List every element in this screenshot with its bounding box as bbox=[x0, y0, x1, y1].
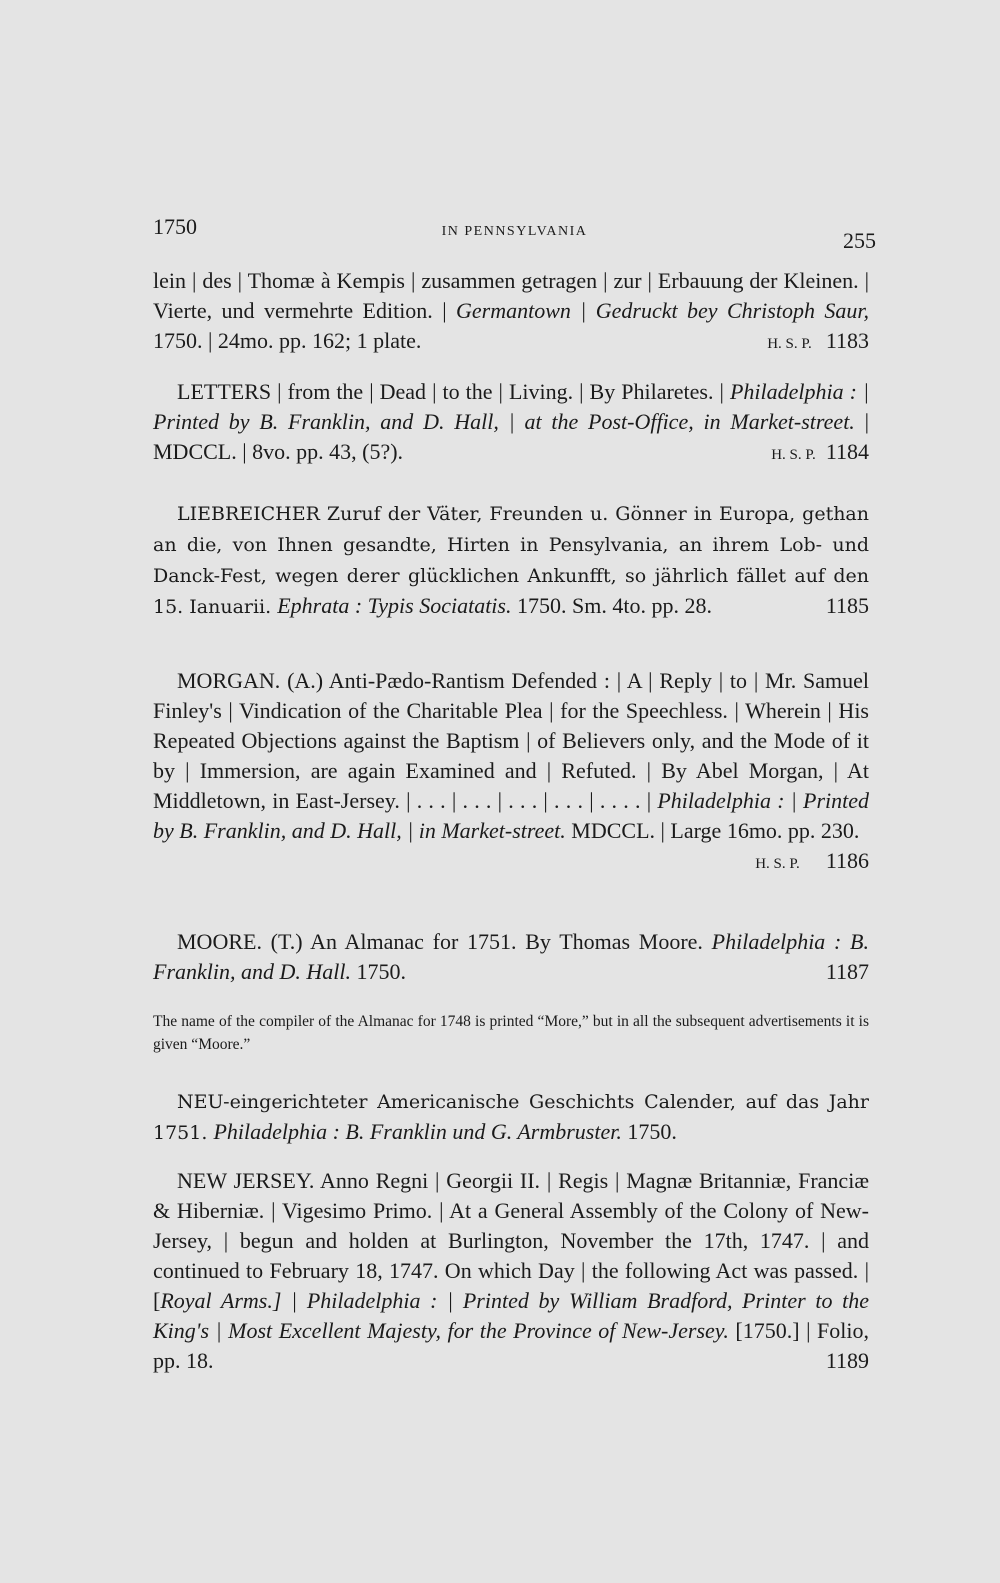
page-number: 255 bbox=[843, 228, 876, 253]
entry-imprint: Philadelphia : | Printed by B. Franklin, and D. Hall, | in Market-street. bbox=[153, 788, 870, 843]
entry-imprint: Royal Arms.] | Philadelphia : | Printed by William Bradford, Printer to the King's | Most Excellent Majesty, for the Province of New-Jersey. bbox=[153, 1288, 869, 1343]
entry-format: 1750. Sm. 4to. pp. 28. bbox=[511, 593, 712, 618]
entry-calender bbox=[153, 1086, 869, 1148]
library-code: H. S. P. bbox=[767, 336, 812, 352]
entry-imprint: Philadelphia : B. Franklin und G. Armbruster. bbox=[213, 1119, 622, 1144]
header-title: IN PENNSYLVANIA bbox=[441, 224, 588, 239]
entry-text: MOORE. (T.) An Almanac for 1751. By Thomas Moore. bbox=[177, 929, 712, 954]
entry-imprint: Philadelphia : | Printed by B. Franklin, and D. Hall, | at the Post-Office, in Market-street. bbox=[153, 379, 869, 434]
entry-format: 1750. bbox=[351, 959, 406, 984]
entry-text: lein | des | Thomæ à Kempis | zusammen getragen | zur | Erbauung der Kleinen. | Vierte, und vermehrte Edition. | bbox=[153, 268, 869, 323]
entry-1189 bbox=[153, 1166, 869, 1376]
entry-format: [1750.] | Folio, pp. 18. bbox=[153, 1318, 869, 1373]
entry-number: 1187 bbox=[825, 959, 869, 984]
entry-text: NEW JERSEY. Anno Regni | Georgii II. | Regis | Magnæ Britanniæ, Franciæ & Hiberniæ. | Vigesimo Primo. | At a General Assembly of the Colony of New-Jersey, | begun and holden at Burlington, November the 17th, 1747. | and continued to February 18, 1747. On which Day | the following Act was passed. | [ bbox=[153, 1168, 869, 1313]
entry-number: 1189 bbox=[825, 1348, 869, 1373]
entry-text: LIEBREICHER Zuruf der Väter, Freunden u. Gönner in Europa, gethan an die, von Ihnen gesandte, Hirten in Pensylvania, an ihrem Lob- und Danck-Fest, wegen derer glücklichen Ankunfft, so jährlich fället auf den 15. Ianuarii. bbox=[153, 503, 869, 618]
entry-1183 bbox=[153, 266, 869, 359]
entry-text: NEU-eingerichteter Americanische Geschichts Calender, auf das Jahr 1751. bbox=[153, 1091, 869, 1144]
footnote: The name of the compiler of the Almanac for 1748 is printed “More,” but in all the subsequent advertisements it is given “Moore.” bbox=[153, 1013, 869, 1053]
entry-text: LETTERS | from the | Dead | to the | Living. | By Philaretes. | bbox=[177, 379, 730, 404]
library-code: H. S. P. bbox=[771, 447, 816, 463]
entry-format: MDCCL. | Large 16mo. pp. 230. bbox=[565, 818, 860, 843]
running-header bbox=[153, 214, 876, 253]
entry-1185 bbox=[153, 498, 869, 622]
entry-number: H. S. P. 1186 bbox=[755, 848, 869, 873]
entry-number: 1185 bbox=[825, 593, 869, 618]
entry-text: MORGAN. (A.) Anti-Pædo-Rantism Defended : | A | Reply | to | Mr. Samuel Finley's | Vindication of the Charitable Plea | for the Speechless. | Wherein | His Repeated Objections against the Baptism | of Believers only, and the Mode of it by | Immersion, are again Examined and | Refuted. | By Abel Morgan, | At Middletown, in East-Jersey. | . . . | . . . | . . . | . . . | . . . . | bbox=[153, 668, 869, 813]
entry-imprint: Philadelphia : B. Franklin, and D. Hall. bbox=[153, 929, 869, 984]
entry-1186 bbox=[153, 666, 869, 879]
entry-number: H. S. P. 1183 bbox=[767, 328, 869, 353]
entry-imprint: Germantown | Gedruckt bey Christoph Saur, bbox=[456, 298, 869, 323]
entry-number: H. S. P. 1184 bbox=[771, 439, 869, 464]
entry-format: 1750. | 24mo. pp. 162; 1 plate. bbox=[153, 328, 422, 353]
entry-format: 1750. bbox=[621, 1119, 677, 1144]
entry-1184 bbox=[153, 377, 869, 470]
entry-1187 bbox=[153, 927, 869, 987]
library-code: H. S. P. bbox=[755, 856, 800, 872]
entry-format: | MDCCL. | 8vo. pp. 43, (5?). bbox=[153, 409, 869, 464]
header-year: 1750 bbox=[153, 214, 197, 239]
entry-imprint: Ephrata : Typis Sociatatis. bbox=[277, 593, 512, 618]
